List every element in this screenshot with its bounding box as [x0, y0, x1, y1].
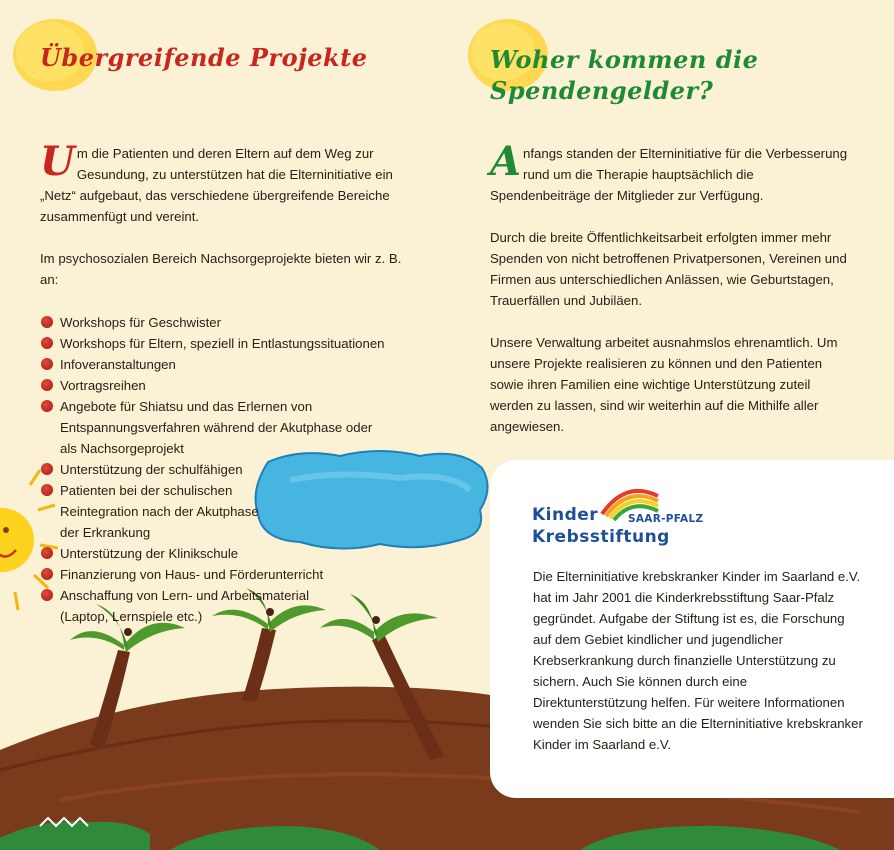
intro-text: m die Patienten und deren Eltern auf dem Weg zur Gesundung, zu unterstützen hat die Elterninitiative ein „Netz“ aufgebaut, das verschiedene übergreifende Bereiche zusammenfügt und vereint.: [40, 146, 393, 224]
donations-text-1: nfangs standen der Elterninitiative für die Verbesserung rund um die Therapie hauptsächlich die Spendenbeiträge der Mitglieder zur Verfügung.: [490, 146, 848, 203]
bullet-dot-icon: [41, 484, 53, 496]
bullet-dot-icon: [41, 358, 53, 370]
logo-region-saar-pfalz: SAAR-PFALZ: [628, 513, 704, 525]
bullet-dot-icon: [41, 379, 53, 391]
heading-woher-kommen-die-spendengelder: Woher kommen die Spendengelder?: [490, 45, 759, 105]
logo-word-kinder: Kinder: [532, 505, 599, 525]
list-item: Finanzierung von Haus- und Förderunterricht: [40, 564, 420, 585]
dropcap-a: A: [490, 138, 522, 185]
list-item: Patienten bei der schulischen Reintegration nach der Akutphase der Erkrankung: [40, 480, 260, 543]
list-item: Anschaffung von Lern- und Arbeitsmaterial (Laptop, Lernspiele etc.): [40, 585, 360, 627]
donations-paragraph-1: [490, 138, 850, 206]
list-item: Workshops für Geschwister: [40, 312, 420, 333]
project-list: [40, 312, 420, 627]
bullet-dot-icon: [41, 589, 53, 601]
logo-word-krebsstiftung: Krebsstiftung: [532, 527, 670, 547]
dropcap-u: U: [40, 138, 75, 185]
intro-paragraph: [40, 138, 415, 227]
list-item: Angebote für Shiatsu und das Erlernen von Entspannungsverfahren während der Akutphase oder als Nachsorgeprojekt: [40, 396, 380, 459]
donations-paragraph-2: Durch die breite Öffentlichkeitsarbeit erfolgten immer mehr Spenden von nicht betroffenen Privatpersonen, Vereinen und Firmen aus unterschiedlichen Anlässen, wie Geburtstagen, Trauerfällen und Jubiläen.: [490, 230, 847, 308]
bullet-dot-icon: [41, 463, 53, 475]
bullet-dot-icon: [41, 400, 53, 412]
list-item: Unterstützung der Klinikschule: [40, 543, 420, 564]
foundation-text: Die Elterninitiative krebskranker Kinder im Saarland e.V. hat im Jahr 2001 die Kinderkrebsstiftung Saar-Pfalz gegründet. Aufgabe der Stiftung ist es, die Forschung auf dem Gebiet kindlicher und jugendlicher Krebserkrankung durch finanzielle Unterstützung zu sichern. Auch Sie können durch eine Direktunterstützung helfen. Für weitere Informationen wenden Sie sich bitte an die Elterninitiative krebskranker Kinder im Saarland e.V.: [533, 569, 863, 752]
heading-uebergreifende-projekte: Übergreifende Projekte: [40, 43, 368, 72]
bullet-dot-icon: [41, 316, 53, 328]
list-item: Workshops für Eltern, speziell in Entlastungssituationen: [40, 333, 420, 354]
list-item: Unterstützung der schulfähigen: [40, 459, 420, 480]
bullet-dot-icon: [41, 568, 53, 580]
bullet-dot-icon: [41, 547, 53, 559]
list-item: Vortragsreihen: [40, 375, 420, 396]
list-item: Infoveranstaltungen: [40, 354, 420, 375]
bullets-intro: Im psychosozialen Bereich Nachsorgeprojekte bieten wir z. B. an:: [40, 251, 402, 287]
bullet-dot-icon: [41, 337, 53, 349]
donations-paragraph-3: Unsere Verwaltung arbeitet ausnahmslos ehrenamtlich. Um unsere Projekte realisieren zu können und den Patienten sowie ihren Familien eine wichtige Unterstützung zuteil werden zu lassen, sind wir weiterhin auf die Mithilfe aller angewiesen.: [490, 335, 838, 434]
